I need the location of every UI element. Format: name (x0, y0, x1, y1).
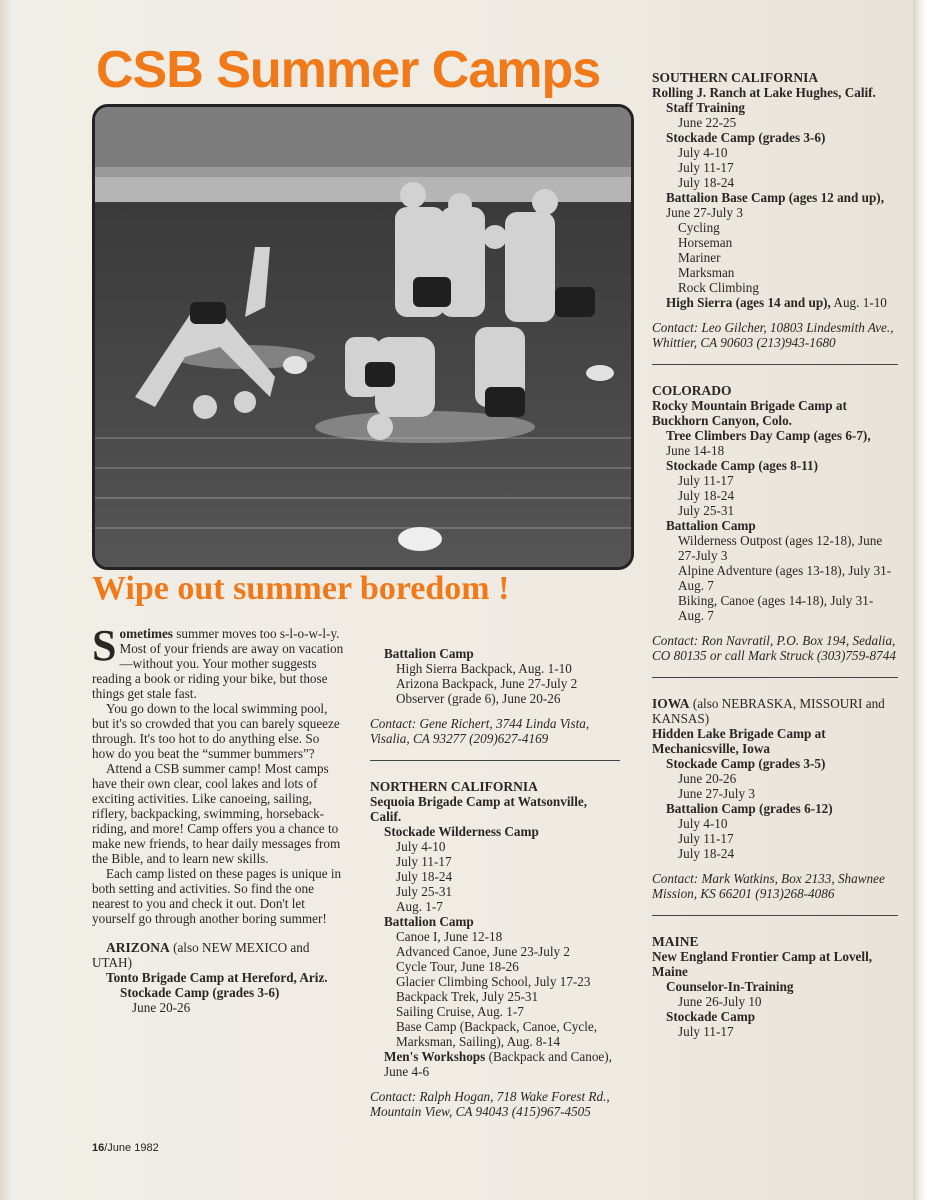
camp-name: Rocky Mountain Brigade Camp at Buckhorn Canyon, Colo. (652, 398, 847, 428)
camp-date: June 27-July 3 (678, 786, 755, 801)
contact-info: Contact: Leo Gilcher, 10803 Lindesmith Ave., Whittier, CA 90603 (213)943-1680 (652, 320, 894, 350)
camp-date: High Sierra Backpack, Aug. 1-10 (396, 661, 572, 676)
camp-date: Base Camp (Backpack, Canoe, Cycle, Marksman, Sailing), Aug. 8-14 (396, 1019, 598, 1049)
camp-date: July 18-24 (678, 846, 735, 861)
camp-date: (Backpack and Canoe), June 4-6 (384, 1049, 612, 1079)
contact-info: Contact: Gene Richert, 3744 Linda Vista, Visalia, CA 93277 (209)627-4169 (370, 716, 590, 746)
region-heading: IOWA (652, 696, 690, 711)
page-number: 16 (92, 1142, 105, 1154)
intro-paragraph-1 (92, 621, 344, 701)
intro-column (92, 621, 344, 1015)
intro-paragraph-2: You go down to the local swimming pool, but it's so crowded that you can barely squeeze through. It's too hot to do anything else. So how do you beat the “summer bummers”? (92, 701, 340, 761)
arizona-section (92, 940, 344, 1015)
camp-program: Men's Workshops (384, 1049, 486, 1064)
camp-program: Battalion Camp (384, 646, 474, 661)
camp-program: Stockade Camp (grades 3-6) (666, 130, 826, 145)
camp-date: June 20-26 (132, 1000, 191, 1015)
subheadline: Wipe out summer boredom ! (92, 570, 510, 607)
camp-date: July 4-10 (678, 145, 728, 160)
region-heading: SOUTHERN CALIFORNIA (652, 70, 819, 85)
camp-date: July 25-31 (396, 884, 453, 899)
contact-info: Contact: Ron Navratil, P.O. Box 194, Sedalia, CO 80135 or call Mark Struck (303)759-8744 (652, 633, 896, 663)
lead-word: ometimes (119, 626, 173, 641)
camp-date: Aug. 1-10 (830, 295, 887, 310)
camp-date: Sailing Cruise, Aug. 1-7 (396, 1004, 524, 1019)
camp-date: Glacier Climbing School, July 17-23 (396, 974, 591, 989)
camp-date: Biking, Canoe (ages 14-18), July 31-Aug. 7 (678, 593, 874, 623)
divider (652, 364, 898, 365)
intro-paragraph-3: Attend a CSB summer camp! Most camps have their own clear, cool lakes and lots of exciting activities. Like canoeing, sailing, riflery, backpacking, swimming, horseback-riding, and more! Camp offers you a chance to make new friends, to hear daily messages from the Bible, and to learn new skills. (92, 761, 341, 866)
swimmers-lake-photo (95, 107, 631, 567)
camp-date: July 18-24 (678, 175, 735, 190)
camp-name: Hidden Lake Brigade Camp at Mechanicsville, Iowa (652, 726, 826, 756)
camp-date: July 4-10 (678, 816, 728, 831)
page-title: CSB Summer Camps (96, 41, 601, 99)
page-footer (92, 1142, 159, 1154)
camp-program: Counselor-In-Training (666, 979, 794, 994)
camp-date: Alpine Adventure (ages 13-18), July 31-Aug. 7 (678, 563, 892, 593)
camp-date: July 11-17 (678, 1024, 734, 1039)
camp-date: June 20-26 (678, 771, 737, 786)
camp-name: New England Frontier Camp at Lovell, Maine (652, 949, 873, 979)
camp-program: Stockade Camp (666, 1009, 756, 1024)
issue-date: /June 1982 (104, 1142, 159, 1154)
camp-name: Rolling J. Ranch at Lake Hughes, Calif. (652, 85, 876, 100)
camp-program: Stockade Wilderness Camp (384, 824, 539, 839)
intro-paragraph-4: Each camp listed on these pages is unique in both setting and activities. So find the one nearest to you and check it out. Don't let yourself go through another boring summer! (92, 866, 342, 926)
camp-date: July 11-17 (678, 473, 734, 488)
camp-program: Battalion Base Camp (ages 12 and up), (666, 190, 884, 205)
page-edge (913, 0, 927, 1200)
region-heading: MAINE (652, 934, 699, 949)
drop-cap: S (92, 621, 117, 670)
camp-date: Cycle Tour, June 18-26 (396, 959, 519, 974)
camp-program: Battalion Camp (666, 518, 756, 533)
camp-program: Battalion Camp (384, 914, 474, 929)
contact-info: Contact: Ralph Hogan, 718 Wake Forest Rd., Mountain View, CA 94043 (415)967-4505 (370, 1089, 610, 1119)
camp-date: Horseman (678, 235, 733, 250)
right-column (652, 70, 898, 1039)
camp-date: July 18-24 (396, 869, 453, 884)
camp-program: Staff Training (666, 100, 746, 115)
camp-date: July 11-17 (396, 854, 452, 869)
camp-date: Cycling (678, 220, 720, 235)
region-heading: ARIZONA (106, 940, 170, 955)
camp-date: Marksman (678, 265, 735, 280)
camp-program: High Sierra (ages 14 and up), (666, 295, 831, 310)
region-heading: NORTHERN CALIFORNIA (370, 779, 538, 794)
region-heading: COLORADO (652, 383, 732, 398)
contact-info: Contact: Mark Watkins, Box 2133, Shawnee Mission, KS 66201 (913)268-4086 (652, 871, 885, 901)
camp-name: Sequoia Brigade Camp at Watsonville, Calif. (370, 794, 588, 824)
divider (370, 760, 620, 761)
camp-date: June 27-July 3 (666, 205, 743, 220)
camp-date: Advanced Canoe, June 23-July 2 (396, 944, 570, 959)
region-note: (also NEW MEXICO and UTAH) (92, 940, 310, 970)
camp-date: June 22-25 (678, 115, 737, 130)
camp-program: Battalion Camp (grades 6-12) (666, 801, 833, 816)
camp-program: Tree Climbers Day Camp (ages 6-7), (666, 428, 871, 443)
camp-photo (92, 104, 634, 570)
camp-date: Backpack Trek, July 25-31 (396, 989, 539, 1004)
divider (652, 677, 898, 678)
camp-program: Stockade Camp (grades 3-5) (666, 756, 826, 771)
camp-date: Observer (grade 6), June 20-26 (396, 691, 561, 706)
camp-date: Canoe I, June 12-18 (396, 929, 503, 944)
region-note: (also NEBRASKA, MISSOURI and KANSAS) (652, 696, 885, 726)
camp-date: June 14-18 (666, 443, 725, 458)
camp-date: Mariner (678, 250, 721, 265)
camp-date: Rock Climbing (678, 280, 759, 295)
camp-date: July 18-24 (678, 488, 735, 503)
camp-date: Aug. 1-7 (396, 899, 443, 914)
camp-date: July 11-17 (678, 831, 734, 846)
camp-name: Tonto Brigade Camp at Hereford, Ariz. (106, 970, 328, 985)
camp-program: Stockade Camp (grades 3-6) (120, 985, 280, 1000)
camp-date: Arizona Backpack, June 27-July 2 (396, 676, 578, 691)
camp-program: Stockade Camp (ages 8-11) (666, 458, 819, 473)
camp-date: July 4-10 (396, 839, 446, 854)
camp-date: July 11-17 (678, 160, 734, 175)
camp-date: July 25-31 (678, 503, 735, 518)
camp-date: June 26-July 10 (678, 994, 762, 1009)
divider (652, 915, 898, 916)
northern-column (370, 646, 620, 1119)
camp-date: Wilderness Outpost (ages 12-18), June 27-July 3 (678, 533, 883, 563)
intro-text-1: summer moves too s-l-o-w-l-y. Most of your friends are away on vacation—without you. Your mother suggests reading a book or riding your bike, but those things get stale fast. (92, 626, 344, 701)
